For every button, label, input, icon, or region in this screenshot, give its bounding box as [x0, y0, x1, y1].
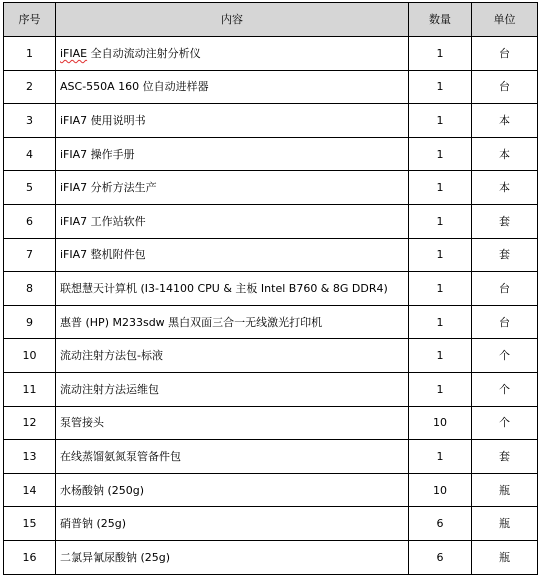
- quantity-cell: 1: [409, 171, 472, 205]
- table-header: [4, 3, 538, 37]
- content-cell: [56, 137, 409, 171]
- header-content: 内容: [56, 3, 409, 37]
- serial-number-cell: 8: [4, 272, 56, 306]
- unit-cell: 本: [472, 171, 538, 205]
- serial-number-cell: 16: [4, 540, 56, 574]
- table-row: [4, 305, 538, 339]
- serial-number-cell: 10: [4, 339, 56, 373]
- quantity-cell: 1: [409, 137, 472, 171]
- unit-cell: 台: [472, 37, 538, 71]
- serial-number-cell: 2: [4, 70, 56, 104]
- content-prefix-spellcheck: iFIAE: [60, 46, 88, 60]
- unit-cell: 个: [472, 406, 538, 440]
- table-row: [4, 473, 538, 507]
- serial-number-cell: 15: [4, 507, 56, 541]
- content-cell: [56, 473, 409, 507]
- content-cell: [56, 272, 409, 306]
- unit-cell: 瓶: [472, 507, 538, 541]
- content-cell: [56, 406, 409, 440]
- content-cell: [56, 372, 409, 406]
- table-row: [4, 272, 538, 306]
- quantity-cell: 6: [409, 507, 472, 541]
- table-row: [4, 204, 538, 238]
- content-cell: [56, 540, 409, 574]
- table-row: [4, 507, 538, 541]
- unit-cell: 本: [472, 137, 538, 171]
- content-text: ASC-550A 160 位自动进样器: [60, 80, 209, 94]
- unit-cell: 套: [472, 238, 538, 272]
- unit-cell: 个: [472, 339, 538, 373]
- quantity-cell: 1: [409, 204, 472, 238]
- quantity-cell: 10: [409, 473, 472, 507]
- quantity-cell: 1: [409, 305, 472, 339]
- quantity-cell: 1: [409, 272, 472, 306]
- unit-cell: 瓶: [472, 540, 538, 574]
- content-cell: [56, 238, 409, 272]
- serial-number-cell: 6: [4, 204, 56, 238]
- unit-cell: 个: [472, 372, 538, 406]
- unit-cell: 台: [472, 272, 538, 306]
- content-text: iFIA7 操作手册: [60, 147, 135, 161]
- quantity-cell: 1: [409, 339, 472, 373]
- content-text: 在线蒸馏氨氮泵管备件包: [60, 449, 181, 463]
- content-text: 流动注射方法运维包: [60, 382, 159, 396]
- serial-number-cell: 5: [4, 171, 56, 205]
- content-cell: [56, 305, 409, 339]
- serial-number-cell: 9: [4, 305, 56, 339]
- unit-cell: 瓶: [472, 473, 538, 507]
- table-row: [4, 37, 538, 71]
- document-page: [3, 2, 538, 575]
- content-text: 泵管接头: [60, 416, 104, 430]
- table-row: [4, 70, 538, 104]
- quantity-cell: 10: [409, 406, 472, 440]
- content-cell: [56, 70, 409, 104]
- quantity-cell: 1: [409, 440, 472, 474]
- serial-number-cell: 12: [4, 406, 56, 440]
- serial-number-cell: 3: [4, 104, 56, 138]
- quantity-cell: 6: [409, 540, 472, 574]
- content-text: 二氯异氰尿酸钠 (25g): [60, 550, 171, 564]
- quantity-cell: 1: [409, 37, 472, 71]
- serial-number-cell: 13: [4, 440, 56, 474]
- content-text: 联想慧天计算机 (I3-14100 CPU & 主板 Intel B760 & 8G DDR4): [60, 281, 388, 295]
- unit-cell: 套: [472, 204, 538, 238]
- table-row: [4, 540, 538, 574]
- quantity-cell: 1: [409, 238, 472, 272]
- header-quantity: 数量: [409, 3, 472, 37]
- content-text: iFIA7 使用说明书: [60, 113, 146, 127]
- content-text: 全自动流动注射分析仪: [87, 46, 201, 60]
- unit-cell: 套: [472, 440, 538, 474]
- serial-number-cell: 14: [4, 473, 56, 507]
- table-row: [4, 372, 538, 406]
- unit-cell: 台: [472, 305, 538, 339]
- content-text: 硝普钠 (25g): [60, 517, 127, 531]
- table-row: [4, 440, 538, 474]
- content-cell: [56, 171, 409, 205]
- content-text: 水杨酸钠 (250g): [60, 483, 145, 497]
- content-text: iFIA7 工作站软件: [60, 214, 146, 228]
- table-row: [4, 238, 538, 272]
- content-text: 惠普 (HP) M233sdw 黑白双面三合一无线激光打印机: [60, 315, 323, 329]
- unit-cell: 台: [472, 70, 538, 104]
- header-serial-number: 序号: [4, 3, 56, 37]
- content-cell: [56, 204, 409, 238]
- table-header-row: [4, 3, 538, 37]
- quantity-cell: 1: [409, 70, 472, 104]
- table-body: [4, 37, 538, 575]
- equipment-list-table: [3, 2, 538, 575]
- content-text: iFIA7 整机附件包: [60, 248, 146, 262]
- content-cell: [56, 440, 409, 474]
- serial-number-cell: 4: [4, 137, 56, 171]
- quantity-cell: 1: [409, 104, 472, 138]
- table-row: [4, 339, 538, 373]
- content-cell: [56, 104, 409, 138]
- serial-number-cell: 7: [4, 238, 56, 272]
- unit-cell: 本: [472, 104, 538, 138]
- content-text: iFIA7 分析方法生产: [60, 181, 157, 195]
- table-row: [4, 406, 538, 440]
- quantity-cell: 1: [409, 372, 472, 406]
- serial-number-cell: 11: [4, 372, 56, 406]
- content-cell: [56, 507, 409, 541]
- content-cell: [56, 37, 409, 71]
- table-row: [4, 171, 538, 205]
- table-row: [4, 137, 538, 171]
- content-text: 流动注射方法包-标液: [60, 349, 163, 363]
- content-cell: [56, 339, 409, 373]
- table-row: [4, 104, 538, 138]
- serial-number-cell: 1: [4, 37, 56, 71]
- header-unit: 单位: [472, 3, 538, 37]
